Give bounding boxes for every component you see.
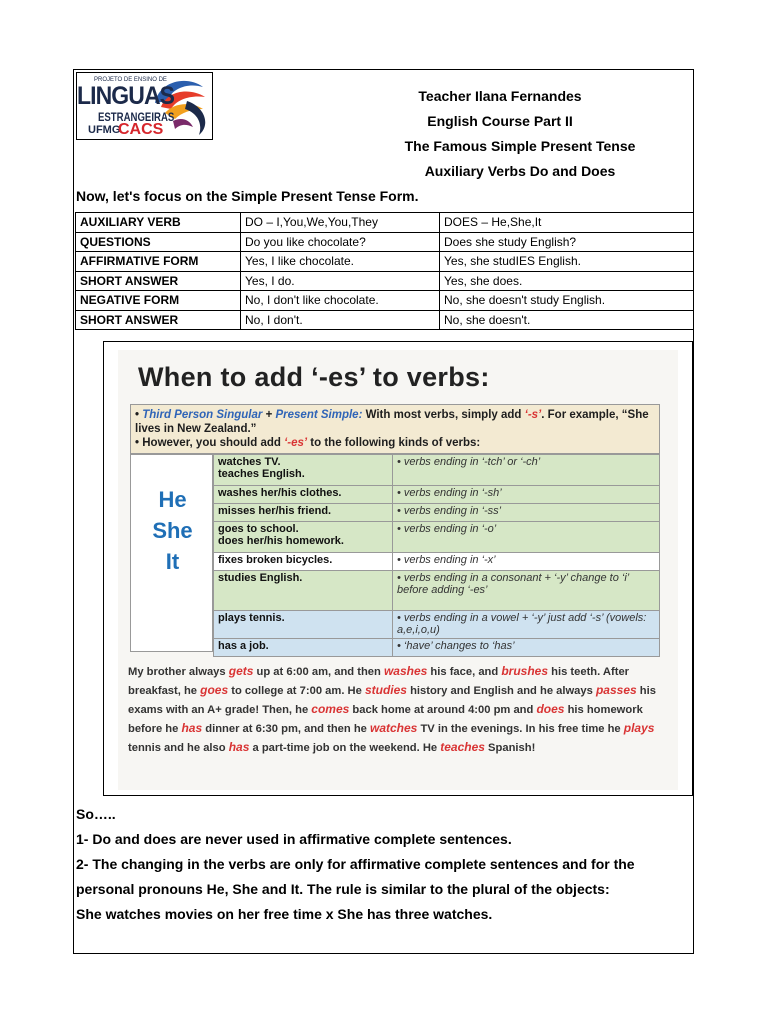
para-text: history and English and he always	[406, 685, 596, 697]
do-cell: No, I don't.	[241, 310, 440, 330]
image-content	[118, 350, 678, 790]
verb-row	[214, 611, 660, 639]
highlighted-verb: plays	[623, 721, 655, 735]
para-text: his face, and	[427, 666, 502, 678]
highlighted-verb: has	[228, 740, 250, 754]
verb-rule: • verbs ending in a vowel + ‘-y’ just add ‘-s’ (vowels: a,e,i,o,u)	[393, 611, 660, 639]
es-rule-image	[103, 341, 693, 796]
image-title: When to add ‘-es’ to verbs:	[138, 362, 490, 392]
rule-text: to the following kinds of verbs:	[307, 437, 481, 449]
verb-example: fixes broken bicycles.	[214, 553, 393, 571]
rule-line-1	[135, 408, 655, 436]
para-text: his homework before he	[128, 704, 643, 735]
do-cell: Yes, I like chocolate.	[241, 252, 440, 272]
highlighted-verb: has	[181, 721, 203, 735]
does-cell: No, she doesn't.	[440, 310, 694, 330]
does-cell: Does she study English?	[440, 232, 694, 252]
verb-rules-table	[213, 454, 660, 657]
does-cell: Yes, she studIES English.	[440, 252, 694, 272]
lesson-topic: The Famous Simple Present Tense	[404, 138, 636, 154]
table-row	[76, 213, 694, 233]
verb-example: misses her/his friend.	[214, 504, 393, 522]
pronoun-column	[130, 454, 213, 652]
verb-row	[214, 522, 660, 553]
verb-row	[214, 486, 660, 504]
do-cell: DO – I,You,We,You,They	[241, 213, 440, 233]
highlighted-verb: passes	[595, 683, 637, 697]
verb-rule: • ‘have’ changes to ‘has’	[393, 639, 660, 657]
does-cell: Yes, she does.	[440, 271, 694, 291]
para-text: My brother always	[128, 666, 229, 678]
verb-example: has a job.	[214, 639, 393, 657]
row-label: QUESTIONS	[76, 232, 241, 252]
para-text: his exams with an A+ grade! Then, he	[128, 685, 656, 716]
intro-text: Now, let's focus on the Simple Present Tense Form.	[76, 188, 419, 204]
para-text: TV in the evenings. In his free time he	[417, 723, 624, 735]
lesson-subtopic: Auxiliary Verbs Do and Does	[424, 163, 616, 179]
verb-rule: • verbs ending in ‘-tch’ or ‘-ch’	[393, 455, 660, 486]
para-text: Spanish!	[484, 742, 536, 754]
verb-row	[214, 504, 660, 522]
summary-heading: So…..	[76, 806, 116, 822]
does-cell: DOES – He,She,It	[440, 213, 694, 233]
row-label: AUXILIARY VERB	[76, 213, 241, 233]
verb-row	[214, 553, 660, 571]
row-label: AFFIRMATIVE FORM	[76, 252, 241, 272]
highlighted-verb: gets	[228, 664, 254, 678]
bullet: •	[135, 409, 140, 421]
table-row	[76, 252, 694, 272]
grammar-table	[75, 212, 694, 330]
do-cell: Do you like chocolate?	[241, 232, 440, 252]
suffix-es: ‘-es’	[284, 437, 308, 449]
row-label: SHORT ANSWER	[76, 271, 241, 291]
table-row	[76, 291, 694, 311]
example-line: does her/his homework.	[218, 535, 344, 547]
rule-term: Third Person Singular	[142, 409, 263, 421]
verb-rule: • verbs ending in ‘-ss’	[393, 504, 660, 522]
rule-text: . For example, “She lives in New Zealand.”	[135, 409, 649, 435]
logo-ufmg: UFMG	[88, 124, 121, 136]
bullet: •	[135, 437, 140, 449]
para-text: his teeth. After breakfast, he	[128, 666, 630, 697]
verb-row	[214, 571, 660, 611]
example-line: goes to school.	[218, 523, 299, 535]
do-cell: Yes, I do.	[241, 271, 440, 291]
rule-text: However, you should add	[142, 437, 285, 449]
summary-line-1: 1- Do and does are never used in affirmative complete sentences.	[76, 831, 512, 847]
example-line: teaches English.	[218, 468, 305, 480]
highlighted-verb: washes	[383, 664, 428, 678]
course-name: English Course Part II	[427, 113, 573, 129]
does-cell: No, she doesn't study English.	[440, 291, 694, 311]
verb-example	[214, 522, 393, 553]
verb-example: studies English.	[214, 571, 393, 611]
summary-line-3: personal pronouns He, She and It. The rule is similar to the plural of the objects:	[76, 881, 610, 897]
row-label: SHORT ANSWER	[76, 310, 241, 330]
verb-row	[214, 455, 660, 486]
verb-rule: • verbs ending in ‘-o’	[393, 522, 660, 553]
suffix-s: ‘-s’	[524, 409, 542, 421]
para-text: a part-time job on the weekend. He	[249, 742, 441, 754]
project-logo	[76, 72, 213, 140]
logo-subtitle: ESTRANGEIRAS	[98, 110, 175, 124]
logo-small-text: PROJETO DE ENSINO DE	[94, 77, 167, 83]
verb-rule: • verbs ending in ‘-x’	[393, 553, 660, 571]
plus-sign: +	[262, 409, 276, 421]
summary-line-4: She watches movies on her free time x She has three watches.	[76, 906, 493, 922]
do-cell: No, I don't like chocolate.	[241, 291, 440, 311]
para-text: back home at around 4:00 pm and	[349, 704, 537, 716]
para-text: dinner at 6:30 pm, and then he	[202, 723, 370, 735]
rule-text: With most verbs, simply add	[362, 409, 525, 421]
summary-line-2: 2- The changing in the verbs are only for affirmative complete sentences and for the	[76, 856, 635, 872]
highlighted-verb: teaches	[440, 740, 485, 754]
table-row	[76, 271, 694, 291]
logo-title: LINGUAS	[77, 82, 175, 110]
rule-line-2	[135, 436, 655, 450]
rule-term: Present Simple:	[275, 409, 363, 421]
para-text: tennis and he also	[128, 742, 229, 754]
para-text: to college at 7:00 am. He	[228, 685, 365, 697]
verb-rule: • verbs ending in a consonant + ‘-y’ change to ‘i’ before adding ‘-es’	[393, 571, 660, 611]
highlighted-verb: does	[536, 702, 565, 716]
row-label: NEGATIVE FORM	[76, 291, 241, 311]
pronoun-she: She	[152, 518, 193, 543]
verb-example: plays tennis.	[214, 611, 393, 639]
pronoun-it: It	[165, 549, 180, 574]
teacher-name: Teacher Ilana Fernandes	[418, 88, 582, 104]
rule-box	[130, 404, 660, 454]
verb-example: washes her/his clothes.	[214, 486, 393, 504]
highlighted-verb: comes	[311, 702, 350, 716]
verb-rule: • verbs ending in ‘-sh’	[393, 486, 660, 504]
table-row	[76, 232, 694, 252]
verb-row	[214, 639, 660, 657]
highlighted-verb: studies	[364, 683, 407, 697]
verb-example	[214, 455, 393, 486]
para-text: up at 6:00 am, and then	[253, 666, 384, 678]
pronoun-he: He	[158, 487, 187, 512]
highlighted-verb: goes	[200, 683, 229, 697]
highlighted-verb: watches	[370, 721, 418, 735]
example-line: watches TV.	[218, 456, 281, 468]
highlighted-verb: brushes	[501, 664, 549, 678]
logo-cacs: CACS	[118, 121, 164, 138]
table-row	[76, 310, 694, 330]
example-paragraph	[128, 662, 668, 757]
